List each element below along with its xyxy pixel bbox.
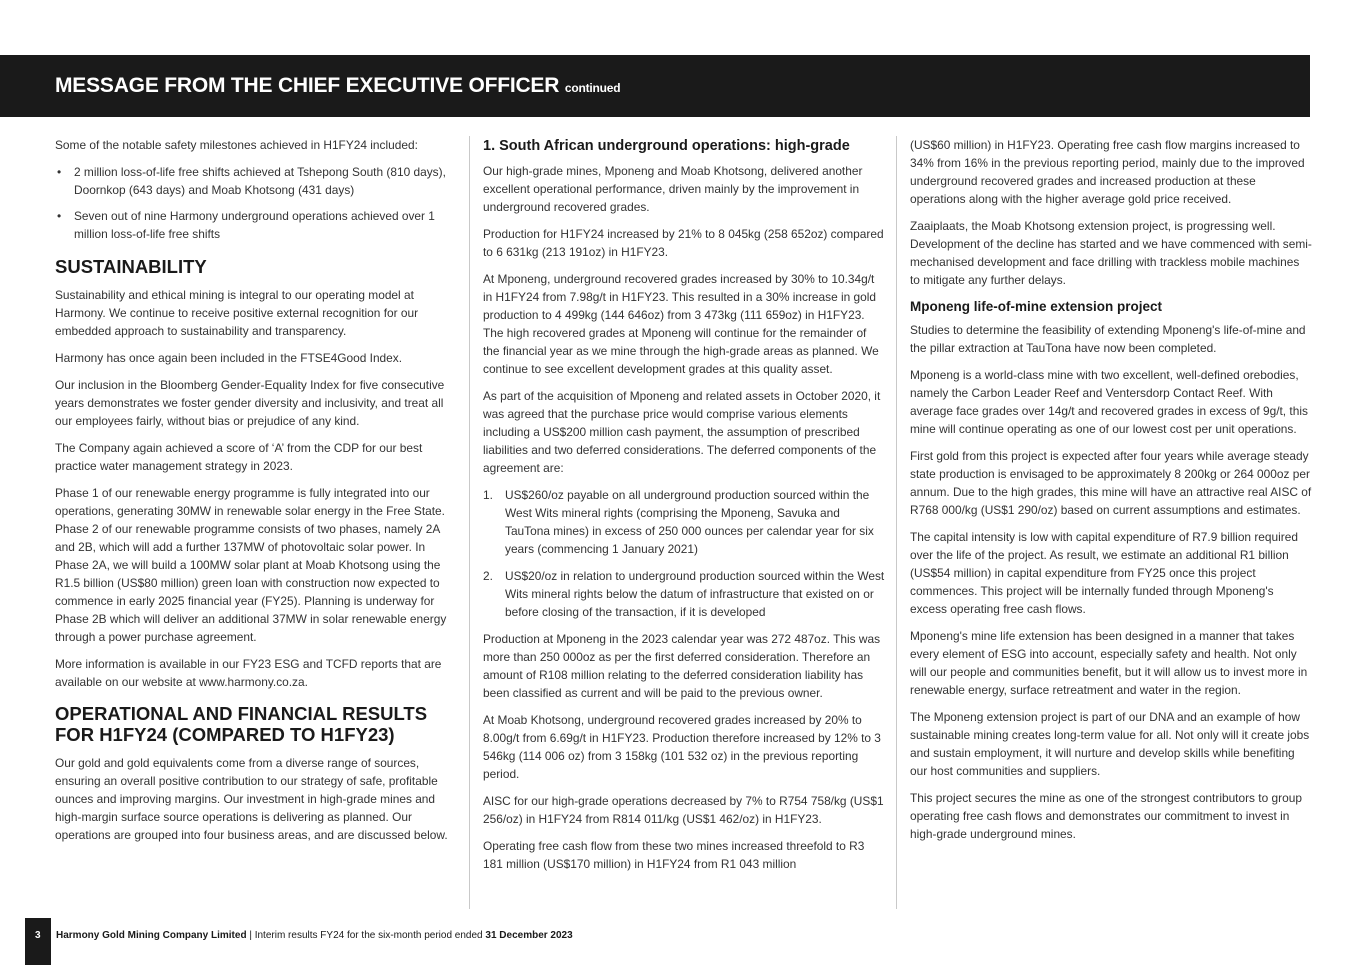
column-middle bbox=[483, 136, 885, 882]
paragraph: This project secures the mine as one of the strongest contributors to group operating free cash flows and demonstrates our commitment to invest in high-grade underground mines. bbox=[910, 791, 1302, 841]
paragraph: Operating free cash flow from these two mines increased threefold to R3 181 million (US$170 million) in H1FY24 from R1 043 million bbox=[483, 839, 865, 871]
column-divider bbox=[896, 136, 897, 909]
safety-intro: Some of the notable safety milestones achieved in H1FY24 included: bbox=[55, 138, 418, 152]
bullet-item: • Seven out of nine Harmony underground operations achieved over 1 million loss-of-life free shifts bbox=[55, 207, 455, 243]
paragraph: Zaaiplaats, the Moab Khotsong extension project, is progressing well. Development of the decline has started and we have commenced with semi-mechanised development and face drilling with trackless mobile machines to mitigate any further delays. bbox=[910, 219, 1312, 287]
section-heading-high-grade: 1. South African underground operations: high-grade bbox=[483, 138, 850, 154]
paragraph: At Moab Khotsong, underground recovered grades increased by 20% to 8.00g/t from 6.69g/t in H1FY23. Production therefore increased by 12% to 3 546kg (114 006 oz) from 3 158kg (101 532 oz) in the previous reporting period. bbox=[483, 713, 881, 781]
paragraph: Phase 1 of our renewable energy programme is fully integrated into our operations, generating 30MW in renewable solar energy in the Free State. Phase 2 of our renewable programme consists of two phases, namely 2A and 2B, which will add a further 137MW of photovoltaic solar power. In Phase 2A, we will build a 100MW solar plant at Moab Khotsong using the R1.5 billion (US$80 million) green loan with construction now expected to commence in early 2025 financial year (FY25). Planning is underway for Phase 2B which will deliver an additional 37MW in solar renewable energy through a power purchase agreement. bbox=[55, 486, 447, 644]
column-divider bbox=[469, 136, 470, 909]
paragraph: Studies to determine the feasibility of extending Mponeng's life-of-mine and the pillar extraction at TauTona have now been completed. bbox=[910, 323, 1306, 355]
paragraph: (US$60 million) in H1FY23. Operating free cash flow margins increased to 34% from 16% in the previous reporting period, mainly due to the improved underground recovered grades and increased production at these operations along with the higher average gold price received. bbox=[910, 138, 1305, 206]
paragraph: Our high-grade mines, Mponeng and Moab Khotsong, delivered another excellent operational performance, driven mainly by the improvement in underground recovered grades. bbox=[483, 164, 863, 214]
page-title-text: MESSAGE FROM THE CHIEF EXECUTIVE OFFICER bbox=[55, 74, 560, 97]
deferred-components-list bbox=[483, 486, 885, 621]
paragraph: The Company again achieved a score of ‘A’ from the CDP for our best practice water management strategy in 2023. bbox=[55, 441, 423, 473]
paragraph: Production for H1FY24 increased by 21% to 8 045kg (258 652oz) compared to 6 631kg (213 191oz) in H1FY23. bbox=[483, 227, 884, 259]
paragraph: The capital intensity is low with capital expenditure of R7.9 billion required over the life of the project. As result, we estimate an additional R1 billion (US$54 million) in capital expenditure from FY25 once this project commences. This project will be internally funded through Mponeng's excess operating free cash flows. bbox=[910, 530, 1298, 616]
numbered-item bbox=[483, 567, 885, 621]
paragraph: Mponeng's mine life extension has been designed in a manner that takes every element of ESG into account, especially safety and health. Not only will our people and communities benefit, but it will allow us to invest more in renewable energy, surface retreatment and water in the region. bbox=[910, 629, 1308, 697]
column-left bbox=[55, 136, 455, 853]
paragraph: As part of the acquisition of Mponeng and related assets in October 2020, it was agreed that the purchase price would comprise various elements including a US$200 million cash payment, the assumption of prescribed liabilities and two deferred considerations. The deferred components of the agreement are: bbox=[483, 389, 881, 475]
page-title bbox=[55, 74, 620, 98]
paragraph: Our inclusion in the Bloomberg Gender-Equality Index for five consecutive years demonstrates we foster gender diversity and inclusivity, and treat all our employees fairly, without bias or prejudice of any kind. bbox=[55, 378, 445, 428]
page-title-continued: continued bbox=[564, 81, 621, 95]
footer-separator: | bbox=[246, 930, 255, 941]
paragraph: The Mponeng extension project is part of our DNA and an example of how sustainable mining creates long-term value for all. Not only will it create jobs and sustain employment, it will nurture and develop skills while benefiting our host communities and suppliers. bbox=[910, 710, 1310, 778]
footer-date: 31 December 2023 bbox=[485, 930, 573, 941]
paragraph: AISC for our high-grade operations decreased by 7% to R754 758/kg (US$1 256/oz) in H1FY24 from R814 011/kg (US$1 462/oz) in H1FY23. bbox=[483, 794, 884, 826]
paragraph: More information is available in our FY23 ESG and TCFD reports that are available on our website at www.harmony.co.za. bbox=[55, 657, 442, 689]
item-number: 2. bbox=[483, 569, 493, 583]
paragraph: Harmony has once again been included in the FTSE4Good Index. bbox=[55, 351, 403, 365]
paragraph: First gold from this project is expected after four years while average steady state production is envisaged to be approximately 8 200kg or 264 000oz per annum. Due to the high grades, this mine will have an attractive real AISC of R768 000/kg (US$1 290/oz) based on current assumptions and estimates. bbox=[910, 449, 1312, 517]
bullet-item: • 2 million loss-of-life free shifts achieved at Tshepong South (810 days), Doornkop (643 days) and Moab Khotsong (431 days) bbox=[55, 163, 455, 199]
numbered-item bbox=[483, 486, 885, 558]
footer bbox=[56, 930, 573, 941]
paragraph: Mponeng is a world-class mine with two excellent, well-defined orebodies, namely the Carbon Leader Reef and Ventersdorp Contact Reef. With average face grades over 14g/t and recovered grades in excess of 9g/t, this mine will continue operating as one of our lowest cost per unit operations. bbox=[910, 368, 1308, 436]
item-number: 1. bbox=[483, 488, 493, 502]
sustainability-heading: SUSTAINABILITY bbox=[55, 256, 207, 277]
paragraph: Our gold and gold equivalents come from a diverse range of sources, ensuring an overall positive contribution to our strategy of safe, profitable ounces and improving margins. Our investment in high-grade mines and high-margin surface source operations is delivering as planned. Our operations are grouped into four business areas, and are discussed below. bbox=[55, 756, 448, 842]
footer-company: Harmony Gold Mining Company Limited bbox=[56, 930, 247, 941]
safety-bullets bbox=[55, 163, 455, 243]
item-text: US$20/oz in relation to underground production sourced within the West Wits mineral rights below the datum of infrastructure that existed on or before closing of the transaction, if it is developed bbox=[505, 569, 885, 619]
paragraph: Production at Mponeng in the 2023 calendar year was 272 487oz. This was more than 250 000oz as per the first deferred consideration. Therefore an amount of R108 million relating to the deferred consideration liability has been classified as current and will be paid to the previous owner. bbox=[483, 632, 881, 700]
subheading-mponeng-extension: Mponeng life-of-mine extension project bbox=[910, 299, 1163, 314]
item-text: US$260/oz payable on all underground production sourced within the West Wits mineral rights (comprising the Mponeng, Savuka and TauTona mines) in excess of 250 000 ounces per calendar year for six years (commencing 1 January 2021) bbox=[505, 488, 874, 556]
footer-description: Interim results FY24 for the six-month period ended bbox=[254, 930, 486, 941]
column-right bbox=[910, 136, 1312, 852]
header-banner bbox=[0, 55, 1310, 117]
paragraph: Sustainability and ethical mining is integral to our operating model at Harmony. We continue to receive positive external recognition for our embedded approach to sustainability and transparency. bbox=[55, 288, 419, 338]
paragraph: At Mponeng, underground recovered grades increased by 30% to 10.34g/t in H1FY24 from 7.98g/t in H1FY23. This resulted in a 30% increase in gold production to 4 499kg (144 646oz) from 3 473kg (111 659oz) in H1FY23. The high recovered grades at Mponeng will continue for the remainder of the financial year as we mine through the high-grade areas as planned. We continue to see excellent development grades at this quality asset. bbox=[483, 272, 879, 376]
results-heading: OPERATIONAL AND FINANCIAL RESULTS FOR H1FY24 (COMPARED TO H1FY23) bbox=[55, 703, 428, 745]
page-number-box bbox=[25, 918, 51, 965]
page-number: 3 bbox=[35, 930, 41, 941]
